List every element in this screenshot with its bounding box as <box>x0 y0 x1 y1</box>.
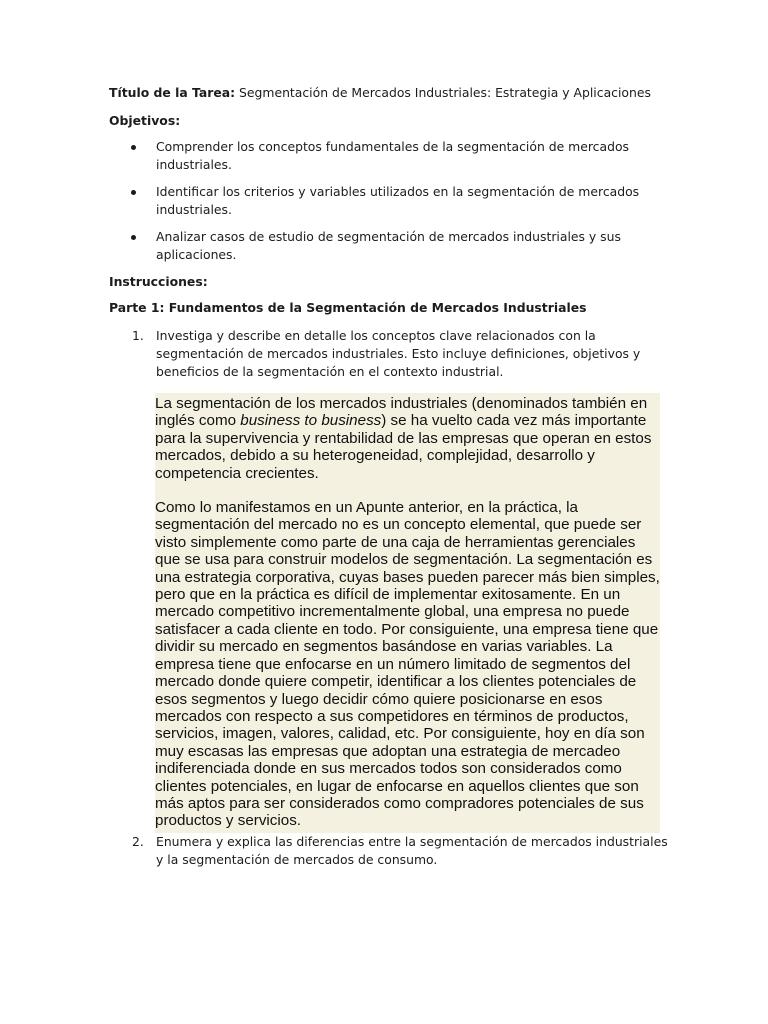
instructions-heading: Instrucciones: <box>109 274 208 289</box>
task-title-line <box>109 84 669 102</box>
quoted-excerpt <box>155 393 660 833</box>
step-text: Investiga y describe en detalle los conceptos clave relacionados con la segmentación de mercados industriales. Esto incluye definiciones, objetivos y beneficios de la segmentación en el contexto industrial. <box>156 328 641 379</box>
step-item <box>109 833 669 869</box>
quote-italic-term: business to business <box>240 412 382 430</box>
step-number: 1. <box>132 328 144 343</box>
steps-list <box>109 327 669 381</box>
quote-text: La segmentación de los mercados industriales (denominados también en inglés como <box>155 395 648 430</box>
document-body <box>109 84 669 869</box>
bullet-icon <box>131 145 136 150</box>
objective-text: Analizar casos de estudio de segmentación de mercados industriales y sus aplicaciones. <box>156 229 621 262</box>
objective-text: Comprender los conceptos fundamentales de la segmentación de mercados industriales. <box>156 139 629 172</box>
objectives-heading: Objetivos: <box>109 113 181 128</box>
objective-item <box>109 183 669 219</box>
step-text: Enumera y explica las diferencias entre la segmentación de mercados industriales y la segmentación de mercados de consumo. <box>156 833 668 867</box>
part1-heading: Parte 1: Fundamentos de la Segmentación de Mercados Industriales <box>109 300 587 315</box>
task-title-value: Segmentación de Mercados Industriales: Estrategia y Aplicaciones <box>235 85 651 100</box>
task-title-label: Título de la Tarea: <box>109 85 236 100</box>
step-number: 2. <box>132 833 144 849</box>
objectives-list <box>109 138 669 264</box>
bullet-icon <box>131 190 136 195</box>
quote-text: ) se ha vuelto cada vez más importante para la supervivencia y rentabilidad de las empresas que operan en estos mercados, debido a su heterogeneidad, complejidad, desarrollo y competencia crecientes. <box>155 412 652 482</box>
objective-item <box>109 138 669 174</box>
objective-text: Identificar los criterios y variables utilizados en la segmentación de mercados industriales. <box>156 184 640 217</box>
objective-item <box>109 228 669 264</box>
bullet-icon <box>131 235 136 240</box>
steps-list-continued <box>109 833 669 869</box>
step-item <box>109 327 669 381</box>
quote-paragraph-1 <box>155 395 660 482</box>
quote-paragraph-2: Como lo manifestamos en un Apunte anterior, en la práctica, la segmentación del mercado no es un concepto elemental, que puede ser visto simplemente como parte de una caja de herramientas gerenciales que se usa para construir modelos de segmentación. La segmentación es una estrategia corporativa, cuyas bases pueden parecer más bien simples, pero que en la práctica es difícil de implementar exitosamente. En un mercado competitivo incrementalmente global, una empresa no puede satisfacer a cada cliente en todo. Por consiguiente, una empresa tiene que dividir su mercado en segmentos basándose en varias variables. La empresa tiene que enfocarse en un número limitado de segmentos del mercado donde quiere competir, identificar a los clientes potenciales de esos segmentos y luego decidir cómo quiere posicionarse en esos mercados con respecto a sus competidores en términos de productos, servicios, imagen, valores, calidad, etc. Por consiguiente, hoy en día son muy escasas las empresas que adoptan una estrategia de mercadeo indiferenciada donde en sus mercados todos son considerados como clientes potenciales, en lugar de enfocarse en aquellos clientes que son más aptos para ser considerados como compradores potenciales de sus productos y servicios. <box>155 499 660 830</box>
